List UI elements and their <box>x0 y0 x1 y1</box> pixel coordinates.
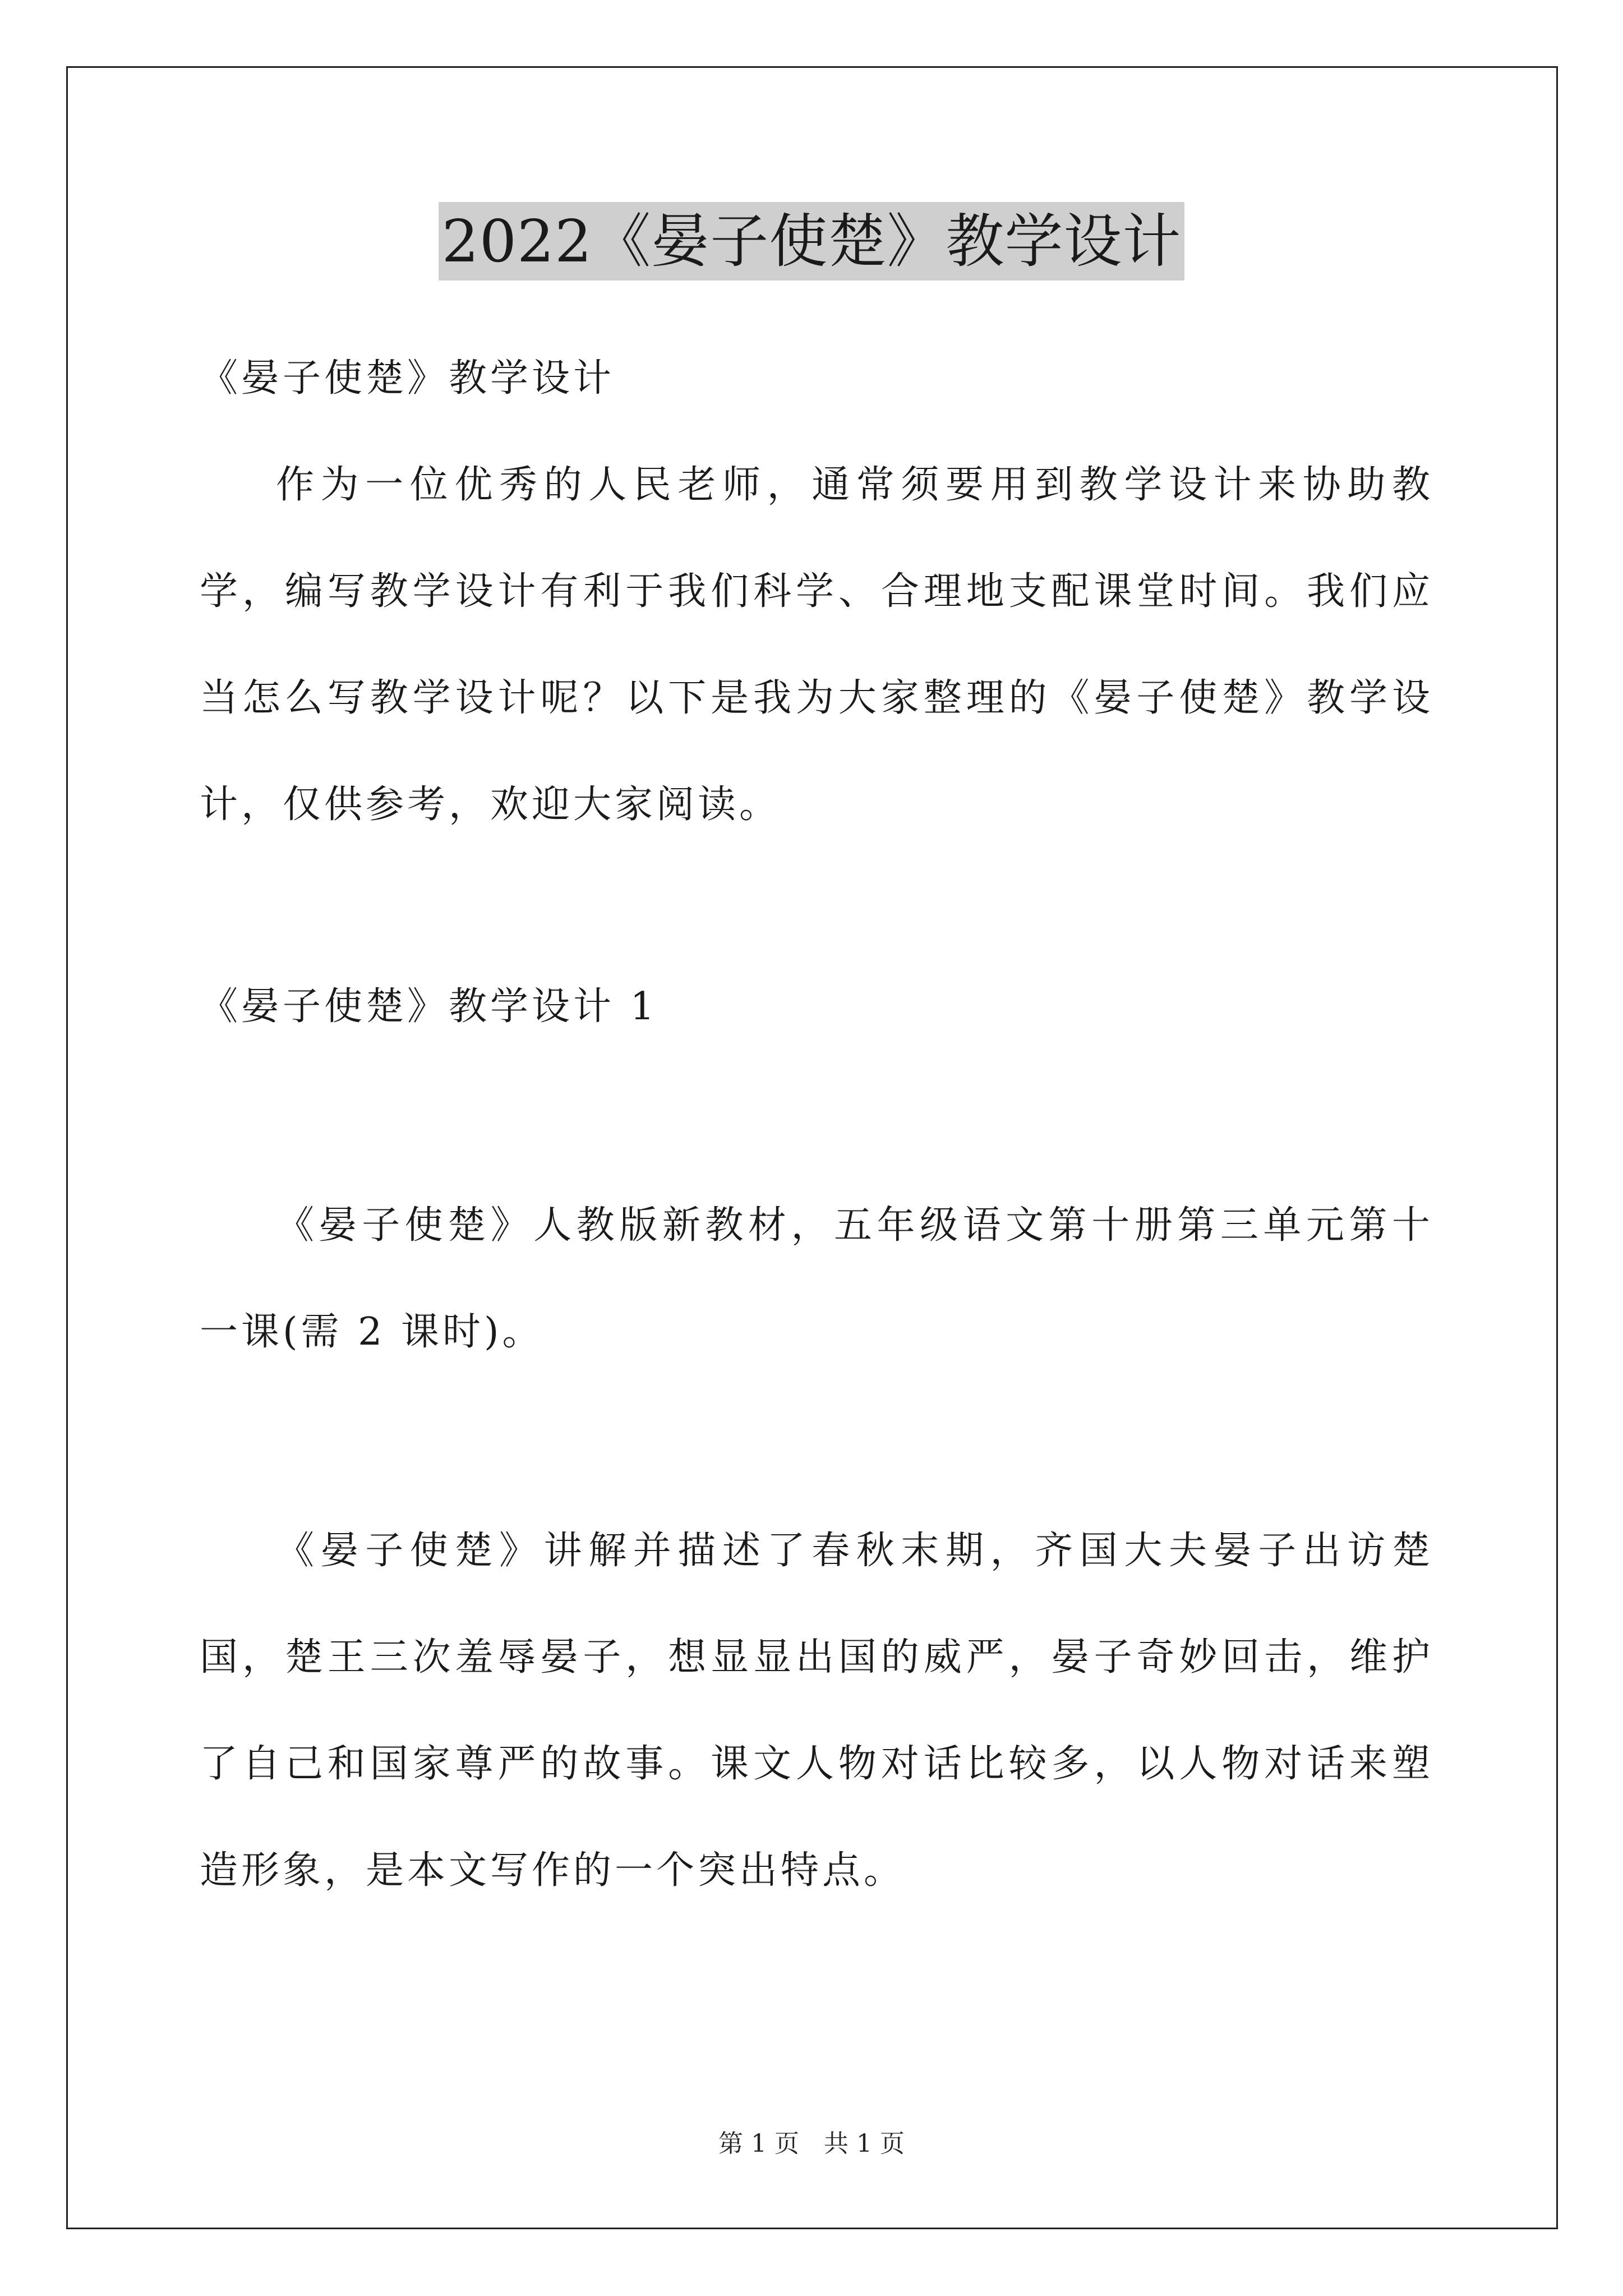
document-body <box>200 325 1433 858</box>
paragraph-1: 《晏子使楚》人教版新教材，五年级语文第十册第三单元第十一课(需 2 课时)。 <box>200 1203 1433 1354</box>
title-container <box>0 202 1623 280</box>
page-footer: 第 1 页 共 1 页 <box>718 2129 905 2158</box>
paragraph-1-block <box>200 1172 1433 1386</box>
document-title: 2022《晏子使楚》教学设计 <box>439 202 1185 280</box>
paragraph-2-block <box>200 1498 1433 1924</box>
paragraph-2: 《晏子使楚》讲解并描述了春秋末期，齐国大夫晏子出访楚国，楚王三次羞辱晏子，想显显出国的威严，晏子奇妙回击，维护了自己和国家尊严的故事。课文人物对话比较多，以人物对话来塑造形象，是本文写作的一个突出特点。 <box>200 1529 1433 1893</box>
document-subtitle: 《晏子使楚》教学设计 <box>200 356 615 401</box>
section-heading-block <box>200 954 1433 1060</box>
section-heading: 《晏子使楚》教学设计 1 <box>200 984 658 1029</box>
intro-paragraph: 作为一位优秀的人民老师，通常须要用到教学设计来协助教学，编写教学设计有利于我们科学、合理地支配课堂时间。我们应当怎么写教学设计呢？以下是我为大家整理的《晏子使楚》教学设计，仅供参考，欢迎大家阅读。 <box>200 463 1433 827</box>
